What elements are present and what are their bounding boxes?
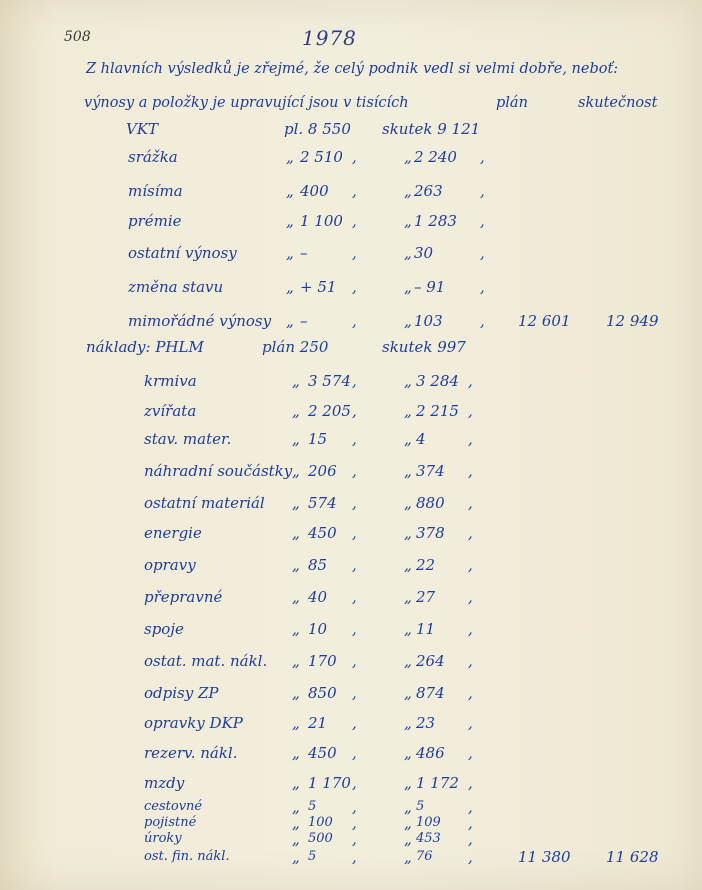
naklady-plan: plán 250 — [262, 338, 329, 356]
comma-mark: , — [352, 848, 357, 866]
naklady-row-label: ostatní materiál — [144, 494, 265, 512]
naklady-row-plan: 850 — [308, 684, 337, 702]
comma-mark: , — [468, 744, 473, 762]
comma-mark: , — [480, 148, 485, 166]
vkt-row-label: změna stavu — [128, 278, 224, 296]
naklady-total-actual: 11 628 — [606, 848, 659, 866]
ditto-mark: „ — [292, 430, 300, 448]
ditto-mark: „ — [404, 848, 412, 866]
comma-mark: , — [468, 848, 473, 866]
comma-mark: , — [480, 244, 485, 262]
ditto-mark: „ — [292, 684, 300, 702]
ditto-mark: „ — [286, 148, 294, 166]
naklady-row-label: energie — [144, 524, 202, 542]
vkt-row-label: ostatní výnosy — [128, 244, 237, 262]
ditto-mark: „ — [404, 620, 412, 638]
ditto-mark: „ — [292, 798, 300, 816]
ditto-mark: „ — [286, 244, 294, 262]
comma-mark: , — [352, 652, 357, 670]
ditto-mark: „ — [404, 148, 412, 166]
year-heading: 1978 — [302, 26, 357, 50]
naklady-row-label: ostat. mat. nákl. — [144, 652, 268, 670]
naklady-row-actual: 4 — [416, 430, 426, 448]
comma-mark: , — [468, 494, 473, 512]
naklady-row-label: přepravné — [144, 588, 223, 606]
ditto-mark: „ — [404, 244, 412, 262]
ditto-mark: „ — [292, 372, 300, 390]
vkt-row-plan: – — [300, 312, 308, 330]
comma-mark: , — [480, 182, 485, 200]
ditto-mark: „ — [292, 556, 300, 574]
ditto-mark: „ — [404, 588, 412, 606]
ditto-mark: „ — [404, 462, 412, 480]
naklady-row-actual: 11 — [416, 620, 436, 638]
ditto-mark: „ — [292, 620, 300, 638]
comma-mark: , — [468, 556, 473, 574]
naklady-row-plan: 15 — [308, 430, 328, 448]
comma-mark: , — [468, 402, 473, 420]
column-actual-header: skutečnost — [578, 95, 658, 111]
naklady-row-actual: 1 172 — [416, 774, 459, 792]
comma-mark: , — [468, 714, 473, 732]
naklady-row-actual: 3 284 — [416, 372, 459, 390]
naklady-row-plan: 206 — [308, 462, 337, 480]
comma-mark: , — [352, 620, 357, 638]
ditto-mark: „ — [286, 212, 294, 230]
comma-mark: , — [352, 774, 357, 792]
naklady-row-actual: 2 215 — [416, 402, 459, 420]
naklady-row-plan: 5 — [308, 799, 317, 814]
ditto-mark: „ — [404, 372, 412, 390]
comma-mark: , — [352, 244, 357, 262]
comma-mark: , — [468, 814, 473, 832]
comma-mark: , — [352, 278, 357, 296]
naklady-row-label: odpisy ZP — [144, 684, 219, 702]
naklady-row-label: zvířata — [144, 402, 197, 420]
column-plan-header: plán — [496, 95, 528, 111]
comma-mark: , — [352, 312, 357, 330]
vkt-plan: pl. 8 550 — [284, 120, 351, 138]
comma-mark: , — [468, 430, 473, 448]
comma-mark: , — [352, 588, 357, 606]
comma-mark: , — [468, 462, 473, 480]
naklady-row-actual: 22 — [416, 556, 436, 574]
naklady-row-plan: 500 — [308, 831, 333, 846]
intro-line-2: výnosy a položky je upravující jsou v tisících — [84, 95, 409, 111]
comma-mark: , — [352, 524, 357, 542]
ditto-mark: „ — [292, 848, 300, 866]
vkt-row-plan: 400 — [300, 182, 329, 200]
ditto-mark: „ — [286, 182, 294, 200]
naklady-row-actual: 27 — [416, 588, 436, 606]
naklady-row-actual: 374 — [416, 462, 445, 480]
naklady-row-plan: 3 574 — [308, 372, 351, 390]
comma-mark: , — [352, 372, 357, 390]
naklady-row-plan: 85 — [308, 556, 328, 574]
naklady-row-plan: 10 — [308, 620, 328, 638]
ditto-mark: „ — [292, 774, 300, 792]
ditto-mark: „ — [292, 462, 300, 480]
ditto-mark: „ — [404, 714, 412, 732]
naklady-row-actual: 5 — [416, 799, 425, 814]
ditto-mark: „ — [404, 402, 412, 420]
naklady-row-actual: 109 — [416, 815, 441, 830]
naklady-total-plan: 11 380 — [518, 848, 571, 866]
naklady-row-label: spoje — [144, 620, 184, 638]
ditto-mark: „ — [286, 278, 294, 296]
naklady-row-actual: 486 — [416, 744, 445, 762]
vkt-row-actual: 103 — [414, 312, 443, 330]
comma-mark: , — [468, 798, 473, 816]
vkt-total-actual: 12 949 — [606, 312, 659, 330]
naklady-row-label: mzdy — [144, 774, 185, 792]
naklady-row-label: ost. fin. nákl. — [144, 849, 230, 864]
comma-mark: , — [352, 798, 357, 816]
naklady-row-label: úroky — [144, 831, 182, 846]
naklady-row-plan: 2 205 — [308, 402, 351, 420]
ditto-mark: „ — [404, 798, 412, 816]
comma-mark: , — [468, 620, 473, 638]
naklady-row-label: stav. mater. — [144, 430, 232, 448]
vkt-row-label: mísíma — [128, 182, 183, 200]
naklady-row-label: krmiva — [144, 372, 197, 390]
ditto-mark: „ — [292, 830, 300, 848]
comma-mark: , — [352, 430, 357, 448]
naklady-row-actual: 264 — [416, 652, 445, 670]
vkt-row-plan: 2 510 — [300, 148, 343, 166]
ditto-mark: „ — [404, 212, 412, 230]
ditto-mark: „ — [292, 652, 300, 670]
comma-mark: , — [352, 744, 357, 762]
naklady-row-label: cestovné — [144, 799, 203, 814]
vkt-row-actual: – 91 — [414, 278, 446, 296]
naklady-row-actual: 378 — [416, 524, 445, 542]
naklady-row-label: opravy — [144, 556, 196, 574]
comma-mark: , — [352, 182, 357, 200]
ditto-mark: „ — [292, 402, 300, 420]
vkt-row-plan: 1 100 — [300, 212, 343, 230]
naklady-label: náklady: PHLM — [86, 338, 204, 356]
comma-mark: , — [468, 774, 473, 792]
ditto-mark: „ — [404, 182, 412, 200]
comma-mark: , — [352, 212, 357, 230]
ditto-mark: „ — [404, 684, 412, 702]
naklady-row-actual: 880 — [416, 494, 445, 512]
naklady-row-plan: 5 — [308, 849, 317, 864]
ditto-mark: „ — [292, 814, 300, 832]
comma-mark: , — [480, 312, 485, 330]
naklady-row-actual: 874 — [416, 684, 445, 702]
naklady-row-plan: 40 — [308, 588, 328, 606]
intro-line-1: Z hlavních výsledků je zřejmé, že celý podnik vedl si velmi dobře, neboť: — [86, 61, 619, 77]
comma-mark: , — [480, 278, 485, 296]
vkt-label: VKT — [126, 120, 159, 138]
vkt-row-actual: 1 283 — [414, 212, 457, 230]
comma-mark: , — [468, 830, 473, 848]
naklady-row-plan: 100 — [308, 815, 333, 830]
vkt-row-plan: – — [300, 244, 308, 262]
ditto-mark: „ — [404, 430, 412, 448]
comma-mark: , — [468, 588, 473, 606]
ditto-mark: „ — [404, 652, 412, 670]
naklady-row-actual: 23 — [416, 714, 436, 732]
page-number: 508 — [64, 29, 91, 45]
naklady-row-plan: 170 — [308, 652, 337, 670]
ditto-mark: „ — [404, 494, 412, 512]
ditto-mark: „ — [404, 312, 412, 330]
ditto-mark: „ — [404, 774, 412, 792]
vkt-row-label: srážka — [128, 148, 178, 166]
vkt-row-plan: + 51 — [300, 278, 337, 296]
comma-mark: , — [352, 814, 357, 832]
comma-mark: , — [352, 462, 357, 480]
ditto-mark: „ — [292, 588, 300, 606]
ditto-mark: „ — [292, 494, 300, 512]
ditto-mark: „ — [292, 744, 300, 762]
comma-mark: , — [352, 556, 357, 574]
ditto-mark: „ — [404, 830, 412, 848]
vkt-actual: skutek 9 121 — [382, 120, 481, 138]
vkt-row-actual: 263 — [414, 182, 443, 200]
comma-mark: , — [468, 524, 473, 542]
ditto-mark: „ — [404, 744, 412, 762]
comma-mark: , — [352, 494, 357, 512]
ditto-mark: „ — [404, 278, 412, 296]
vkt-row-label: prémie — [128, 212, 182, 230]
comma-mark: , — [352, 684, 357, 702]
comma-mark: , — [352, 402, 357, 420]
naklady-row-label: opravky DKP — [144, 714, 243, 732]
vkt-row-actual: 2 240 — [414, 148, 457, 166]
ditto-mark: „ — [404, 556, 412, 574]
comma-mark: , — [352, 148, 357, 166]
comma-mark: , — [352, 830, 357, 848]
comma-mark: , — [352, 714, 357, 732]
comma-mark: , — [468, 652, 473, 670]
ditto-mark: „ — [404, 524, 412, 542]
ditto-mark: „ — [404, 814, 412, 832]
naklady-actual: skutek 997 — [382, 338, 466, 356]
ditto-mark: „ — [292, 714, 300, 732]
naklady-row-plan: 21 — [308, 714, 328, 732]
ditto-mark: „ — [286, 312, 294, 330]
vkt-row-label: mimořádné výnosy — [128, 312, 272, 330]
comma-mark: , — [468, 372, 473, 390]
comma-mark: , — [480, 212, 485, 230]
vkt-total-plan: 12 601 — [518, 312, 571, 330]
naklady-row-actual: 453 — [416, 831, 441, 846]
naklady-row-label: pojistné — [144, 815, 197, 830]
naklady-row-actual: 76 — [416, 849, 433, 864]
naklady-row-plan: 1 170 — [308, 774, 351, 792]
naklady-row-plan: 450 — [308, 524, 337, 542]
naklady-row-label: rezerv. nákl. — [144, 744, 238, 762]
naklady-row-label: náhradní součástky — [144, 462, 293, 480]
comma-mark: , — [468, 684, 473, 702]
ditto-mark: „ — [292, 524, 300, 542]
naklady-row-plan: 574 — [308, 494, 337, 512]
vkt-row-actual: 30 — [414, 244, 434, 262]
naklady-row-plan: 450 — [308, 744, 337, 762]
